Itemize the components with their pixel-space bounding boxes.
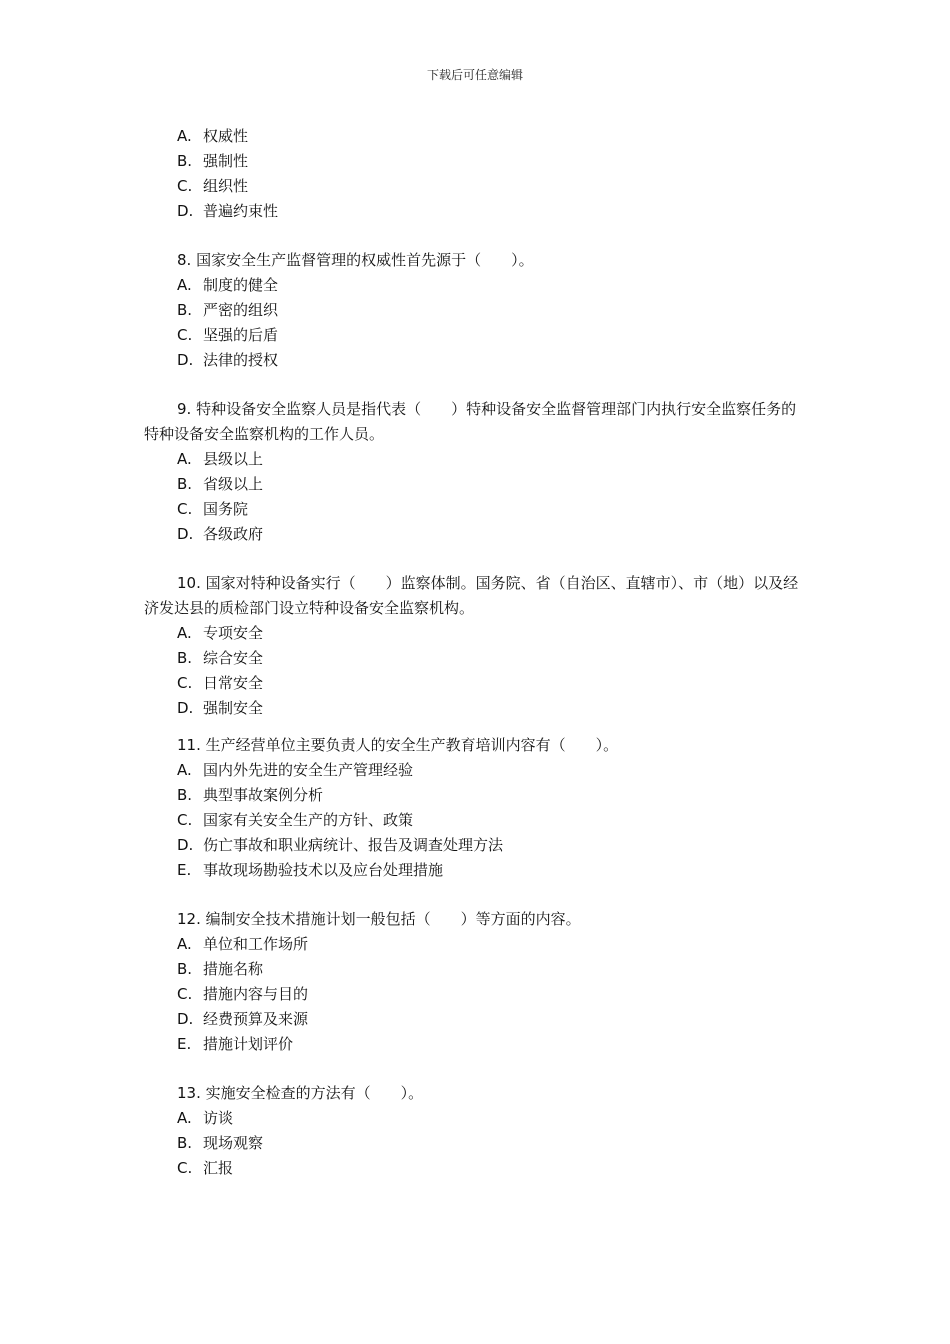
option-text: 措施名称 — [203, 960, 264, 978]
option-c — [144, 982, 804, 1007]
option-letter: A. — [177, 624, 192, 642]
option-letter: D. — [177, 699, 194, 717]
option-text: 县级以上 — [203, 450, 264, 468]
option-letter: D. — [177, 836, 194, 854]
option-letter: A. — [177, 276, 192, 294]
question-stem: 8. 国家安全生产监督管理的权威性首先源于（ ）。 — [177, 251, 534, 269]
question-13 — [144, 1081, 804, 1181]
option-c — [144, 323, 804, 348]
question-10 — [144, 571, 804, 721]
option-text: 国家有关安全生产的方针、政策 — [203, 811, 414, 829]
option-text: 经费预算及来源 — [203, 1010, 309, 1028]
option-text: 措施内容与目的 — [203, 985, 309, 1003]
question-stem: 11. 生产经营单位主要负责人的安全生产教育培训内容有（ ）。 — [177, 736, 619, 754]
option-letter: C. — [177, 674, 193, 692]
question-stem: 9. 特种设备安全监察人员是指代表（ ）特种设备安全监督管理部门内执行安全监察任务的特种设备安全监察机构的工作人员。 — [144, 400, 797, 443]
option-letter: C. — [177, 177, 193, 195]
option-d — [144, 833, 804, 858]
option-b — [144, 472, 804, 497]
option-text: 汇报 — [203, 1159, 234, 1177]
option-letter: D. — [177, 202, 194, 220]
option-text: 国内外先进的安全生产管理经验 — [203, 761, 414, 779]
option-letter: D. — [177, 1010, 194, 1028]
question-stem: 12. 编制安全技术措施计划一般包括（ ）等方面的内容。 — [177, 910, 581, 928]
option-letter: B. — [177, 152, 193, 170]
option-d — [144, 696, 804, 721]
option-text: 事故现场勘验技术以及应台处理措施 — [203, 861, 444, 879]
option-b — [144, 783, 804, 808]
option-letter: C. — [177, 1159, 193, 1177]
question-12 — [144, 907, 804, 1057]
option-d — [144, 199, 804, 224]
document-body — [144, 124, 804, 1181]
option-c — [144, 1156, 804, 1181]
option-text: 专项安全 — [203, 624, 264, 642]
option-text: 综合安全 — [203, 649, 264, 667]
option-text: 单位和工作场所 — [203, 935, 309, 953]
option-text: 制度的健全 — [203, 276, 279, 294]
option-d — [144, 522, 804, 547]
option-b — [144, 1131, 804, 1156]
option-a — [144, 447, 804, 472]
question-8 — [144, 248, 804, 373]
question-9 — [144, 397, 804, 547]
option-letter: B. — [177, 1134, 193, 1152]
option-text: 权威性 — [203, 127, 249, 145]
option-text: 严密的组织 — [203, 301, 279, 319]
option-text: 措施计划评价 — [203, 1035, 294, 1053]
option-text: 普遍约束性 — [203, 202, 279, 220]
option-text: 国务院 — [203, 500, 249, 518]
option-text: 组织性 — [203, 177, 249, 195]
option-text: 坚强的后盾 — [203, 326, 279, 344]
option-text: 现场观察 — [203, 1134, 264, 1152]
option-b — [144, 149, 804, 174]
option-text: 强制安全 — [203, 699, 264, 717]
option-text: 访谈 — [203, 1109, 234, 1127]
option-a — [144, 932, 804, 957]
option-d — [144, 348, 804, 373]
option-b — [144, 646, 804, 671]
option-text: 典型事故案例分析 — [203, 786, 324, 804]
option-text: 各级政府 — [203, 525, 264, 543]
option-letter: B. — [177, 649, 193, 667]
option-letter: E. — [177, 1035, 192, 1053]
option-letter: E. — [177, 861, 192, 879]
option-letter: A. — [177, 935, 192, 953]
option-c — [144, 808, 804, 833]
option-letter: A. — [177, 127, 192, 145]
option-c — [144, 497, 804, 522]
option-letter: C. — [177, 811, 193, 829]
option-a — [144, 621, 804, 646]
option-b — [144, 298, 804, 323]
option-a — [144, 273, 804, 298]
option-a — [144, 758, 804, 783]
question-stem: 13. 实施安全检查的方法有（ ）。 — [177, 1084, 424, 1102]
option-letter: B. — [177, 301, 193, 319]
page-header: 下载后可任意编辑 — [426, 68, 523, 82]
option-c — [144, 671, 804, 696]
option-text: 伤亡事故和职业病统计、报告及调查处理方法 — [203, 836, 504, 854]
option-a — [144, 124, 804, 149]
option-e — [144, 1032, 804, 1057]
option-text: 法律的授权 — [203, 351, 279, 369]
option-letter: C. — [177, 500, 193, 518]
option-letter: A. — [177, 761, 192, 779]
option-text: 强制性 — [203, 152, 249, 170]
option-letter: D. — [177, 525, 194, 543]
option-letter: B. — [177, 475, 193, 493]
option-b — [144, 957, 804, 982]
option-text: 日常安全 — [203, 674, 264, 692]
leading-options — [144, 124, 804, 224]
option-letter: B. — [177, 786, 193, 804]
option-c — [144, 174, 804, 199]
option-d — [144, 1007, 804, 1032]
question-stem: 10. 国家对特种设备实行（ ）监察体制。国务院、省（自治区、直辖市）、市（地）以及经济发达县的质检部门设立特种设备安全监察机构。 — [144, 574, 799, 617]
option-letter: A. — [177, 1109, 192, 1127]
option-letter: C. — [177, 326, 193, 344]
question-11 — [144, 733, 804, 883]
option-letter: C. — [177, 985, 193, 1003]
option-text: 省级以上 — [203, 475, 264, 493]
option-letter: A. — [177, 450, 192, 468]
option-e — [144, 858, 804, 883]
option-a — [144, 1106, 804, 1131]
option-letter: D. — [177, 351, 194, 369]
option-letter: B. — [177, 960, 193, 978]
